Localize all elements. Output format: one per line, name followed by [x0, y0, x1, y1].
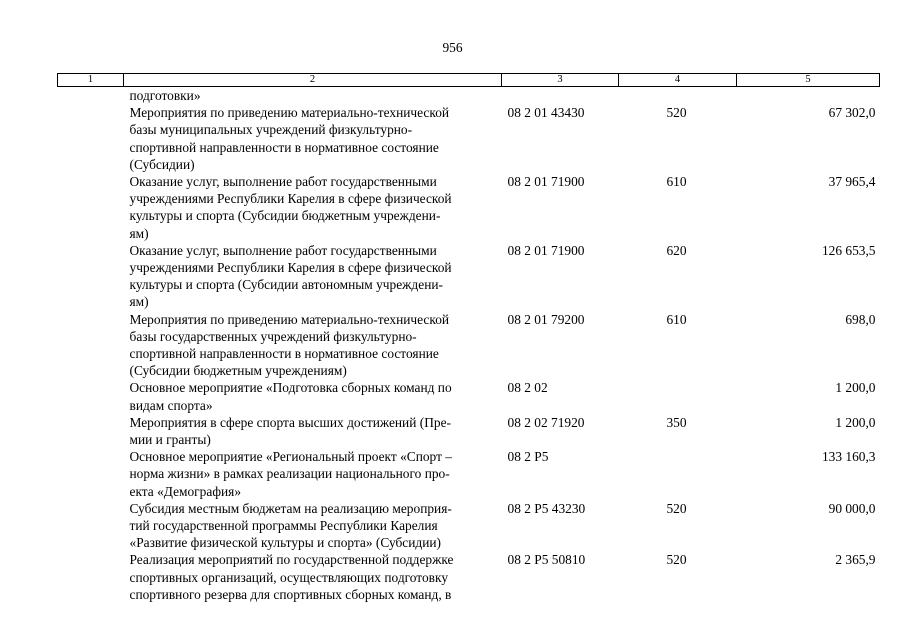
- name-line: Мероприятия по приведению материально-технической: [129, 311, 450, 327]
- header-col-3: 3: [502, 74, 619, 87]
- cell-code: 08 2 02 71920: [507, 414, 585, 430]
- name-line: екта «Демография»: [129, 483, 242, 499]
- header-col-2: 2: [124, 74, 502, 87]
- name-line: спортивных организаций, осуществляющих подготовку: [129, 569, 449, 585]
- name-line: Оказание услуг, выполнение работ государственными: [129, 174, 437, 190]
- cell-code: 08 2 01 43430: [507, 105, 585, 121]
- name-line: Субсидия местным бюджетам на реализацию мероприя-: [129, 500, 452, 516]
- cell-expense-type: [619, 87, 737, 105]
- cell-amount: 37 965,4: [828, 174, 876, 190]
- table-row: [58, 173, 880, 242]
- name-line: Мероприятия по приведению материально-технической: [129, 105, 450, 121]
- name-line: «Развитие физической культуры и спорта» (Субсидии): [129, 535, 442, 551]
- name-line: Оказание услуг, выполнение работ государственными: [129, 242, 437, 258]
- name-line: культуры и спорта (Субсидии автономным учреждени-: [129, 277, 443, 293]
- cell-expense-type: 520: [666, 500, 687, 516]
- cell-amount: 2 365,9: [835, 552, 876, 568]
- name-line: Реализация мероприятий по государственной поддержке: [129, 552, 454, 568]
- name-line: мии и гранты): [129, 432, 211, 448]
- name-line: ям): [129, 294, 149, 310]
- cell-amount: 1 200,0: [835, 414, 876, 430]
- cell-code: 08 2 02: [507, 380, 548, 396]
- table-row: [58, 311, 880, 380]
- cell-expense-type: 350: [666, 414, 687, 430]
- cell-number: [58, 311, 124, 380]
- table-body: [58, 87, 880, 604]
- name-line: учреждениями Республики Карелия в сфере физической: [129, 191, 452, 207]
- name-line: спортивного резерва для спортивных сборных команд, в: [129, 586, 452, 602]
- cell-name: [124, 551, 502, 603]
- cell-expense-type: 610: [666, 174, 687, 190]
- cell-name: [124, 414, 502, 448]
- cell-expense-type: 520: [666, 552, 687, 568]
- cell-number: [58, 500, 124, 552]
- name-line: культуры и спорта (Субсидии бюджетным учреждени-: [129, 208, 441, 224]
- cell-number: [58, 551, 124, 603]
- cell-number: [58, 448, 124, 500]
- cell-number: [58, 379, 124, 413]
- cell-number: [58, 414, 124, 448]
- table-row: [58, 551, 880, 603]
- name-line: подготовки»: [129, 88, 201, 103]
- cell-amount: 698,0: [845, 311, 876, 327]
- name-line: тий государственной программы Республики Карелия: [129, 518, 438, 534]
- cell-name: [124, 87, 502, 105]
- cell-expense-type: [619, 448, 737, 500]
- cell-name: [124, 104, 502, 173]
- cell-expense-type: 620: [666, 242, 687, 258]
- name-line: спортивной направленности в нормативное состояние: [129, 139, 439, 155]
- name-line: спортивной направленности в нормативное состояние: [129, 346, 439, 362]
- cell-number: [58, 173, 124, 242]
- cell-amount: 126 653,5: [821, 242, 876, 258]
- table-row: [58, 379, 880, 413]
- cell-code: 08 2 01 79200: [507, 311, 585, 327]
- cell-code: 08 2 P5 50810: [507, 552, 586, 568]
- cell-name: [124, 311, 502, 380]
- name-line: норма жизни» в рамках реализации национального про-: [129, 466, 450, 482]
- cell-amount: 67 302,0: [828, 105, 876, 121]
- cell-code: 08 2 P5: [507, 449, 549, 465]
- cell-number: [58, 242, 124, 311]
- cell-number: [58, 87, 124, 105]
- table-row: [58, 414, 880, 448]
- name-line: (Субсидии бюджетным учреждениям): [129, 363, 347, 379]
- header-col-4: 4: [619, 74, 737, 87]
- table-row: [58, 87, 880, 105]
- table-row: [58, 448, 880, 500]
- table-row: [58, 104, 880, 173]
- name-line: Основное мероприятие «Подготовка сборных команд по: [129, 380, 452, 396]
- name-line: Основное мероприятие «Региональный проект «Спорт –: [129, 449, 452, 465]
- name-line: (Субсидии): [129, 156, 195, 172]
- table-row: [58, 242, 880, 311]
- cell-code: 08 2 P5 43230: [507, 500, 586, 516]
- name-line: учреждениями Республики Карелия в сфере физической: [129, 260, 452, 276]
- table-row: [58, 500, 880, 552]
- cell-code: 08 2 01 71900: [507, 174, 585, 190]
- cell-expense-type: 610: [666, 311, 687, 327]
- cell-expense-type: [619, 379, 737, 413]
- cell-code: 08 2 01 71900: [507, 242, 585, 258]
- header-col-5: 5: [737, 74, 880, 87]
- cell-amount: 1 200,0: [835, 380, 876, 396]
- page-number: 956: [442, 40, 463, 55]
- budget-table: [57, 73, 880, 603]
- table-header: [58, 74, 880, 87]
- name-line: базы государственных учреждений физкультурно-: [129, 328, 417, 344]
- name-line: ям): [129, 225, 149, 241]
- cell-number: [58, 104, 124, 173]
- cell-name: [124, 500, 502, 552]
- cell-code: [502, 87, 619, 105]
- cell-name: [124, 379, 502, 413]
- cell-name: [124, 242, 502, 311]
- cell-amount: [737, 87, 880, 105]
- cell-name: [124, 173, 502, 242]
- cell-amount: 90 000,0: [828, 500, 876, 516]
- name-line: видам спорта»: [129, 397, 213, 413]
- cell-expense-type: 520: [666, 105, 687, 121]
- name-line: базы муниципальных учреждений физкультурно-: [129, 122, 413, 138]
- name-line: Мероприятия в сфере спорта высших достижений (Пре-: [129, 414, 451, 430]
- cell-amount: 133 160,3: [821, 449, 876, 465]
- header-col-1: 1: [58, 74, 124, 87]
- cell-name: [124, 448, 502, 500]
